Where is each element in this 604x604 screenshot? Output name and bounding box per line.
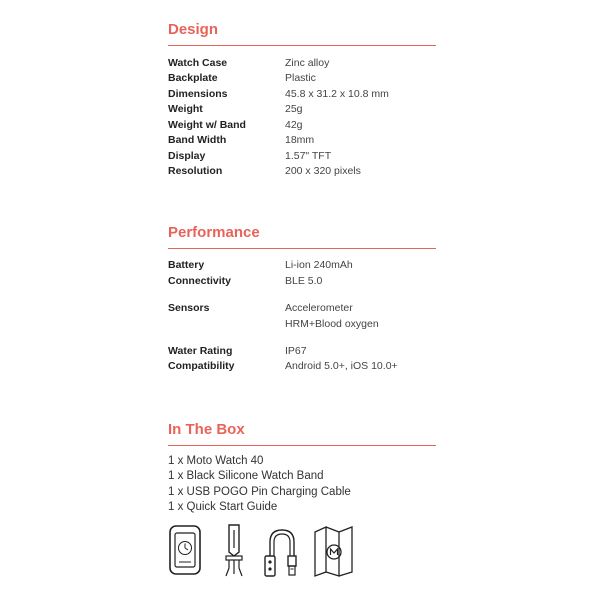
- spec-value: Zinc alloy: [285, 57, 330, 69]
- spec-label: Water Rating: [168, 345, 233, 357]
- performance-heading: Performance: [168, 224, 260, 241]
- design-divider: [168, 45, 436, 46]
- in-the-box-divider: [168, 445, 436, 446]
- spec-value: IP67: [285, 345, 307, 357]
- design-heading: Design: [168, 21, 219, 38]
- spec-value: 200 x 320 pixels: [285, 165, 361, 177]
- spec-label: Display: [168, 150, 206, 162]
- spec-value: 45.8 x 31.2 x 10.8 mm: [285, 88, 389, 100]
- spec-label: Backplate: [168, 72, 218, 84]
- spec-value: 18mm: [285, 134, 315, 146]
- spec-label: Band Width: [168, 134, 227, 146]
- spec-label: Battery: [168, 259, 205, 271]
- spec-value: HRM+Blood oxygen: [285, 318, 379, 330]
- spec-label: Resolution: [168, 165, 223, 177]
- spec-value: Accelerometer: [285, 302, 353, 314]
- spec-value: Plastic: [285, 72, 316, 84]
- spec-label: Weight: [168, 103, 203, 115]
- spec-value: BLE 5.0: [285, 275, 323, 287]
- spec-value: Li-ion 240mAh: [285, 259, 353, 271]
- spec-label: Weight w/ Band: [168, 119, 246, 131]
- in-the-box-heading: In The Box: [168, 421, 245, 438]
- quick-start-guide-icon: [312, 524, 356, 578]
- spec-value: 25g: [285, 103, 303, 115]
- spec-label: Watch Case: [168, 57, 228, 69]
- watch-icon: [168, 524, 202, 576]
- spec-value: Android 5.0+, iOS 10.0+: [285, 360, 398, 372]
- spec-label: Connectivity: [168, 275, 232, 287]
- performance-divider: [168, 248, 436, 249]
- box-item-cable: 1 x USB POGO Pin Charging Cable: [168, 486, 351, 498]
- charging-cable-icon: [263, 524, 305, 578]
- box-item-watch: 1 x Moto Watch 40: [168, 455, 264, 467]
- watch-band-icon: [224, 524, 244, 578]
- box-item-band: 1 x Black Silicone Watch Band: [168, 470, 324, 482]
- box-item-guide: 1 x Quick Start Guide: [168, 501, 278, 513]
- spec-label: Dimensions: [168, 88, 228, 100]
- spec-value: 42g: [285, 119, 303, 131]
- spec-value: 1.57" TFT: [285, 150, 332, 162]
- spec-label: Sensors: [168, 302, 210, 314]
- spec-label: Compatibility: [168, 360, 235, 372]
